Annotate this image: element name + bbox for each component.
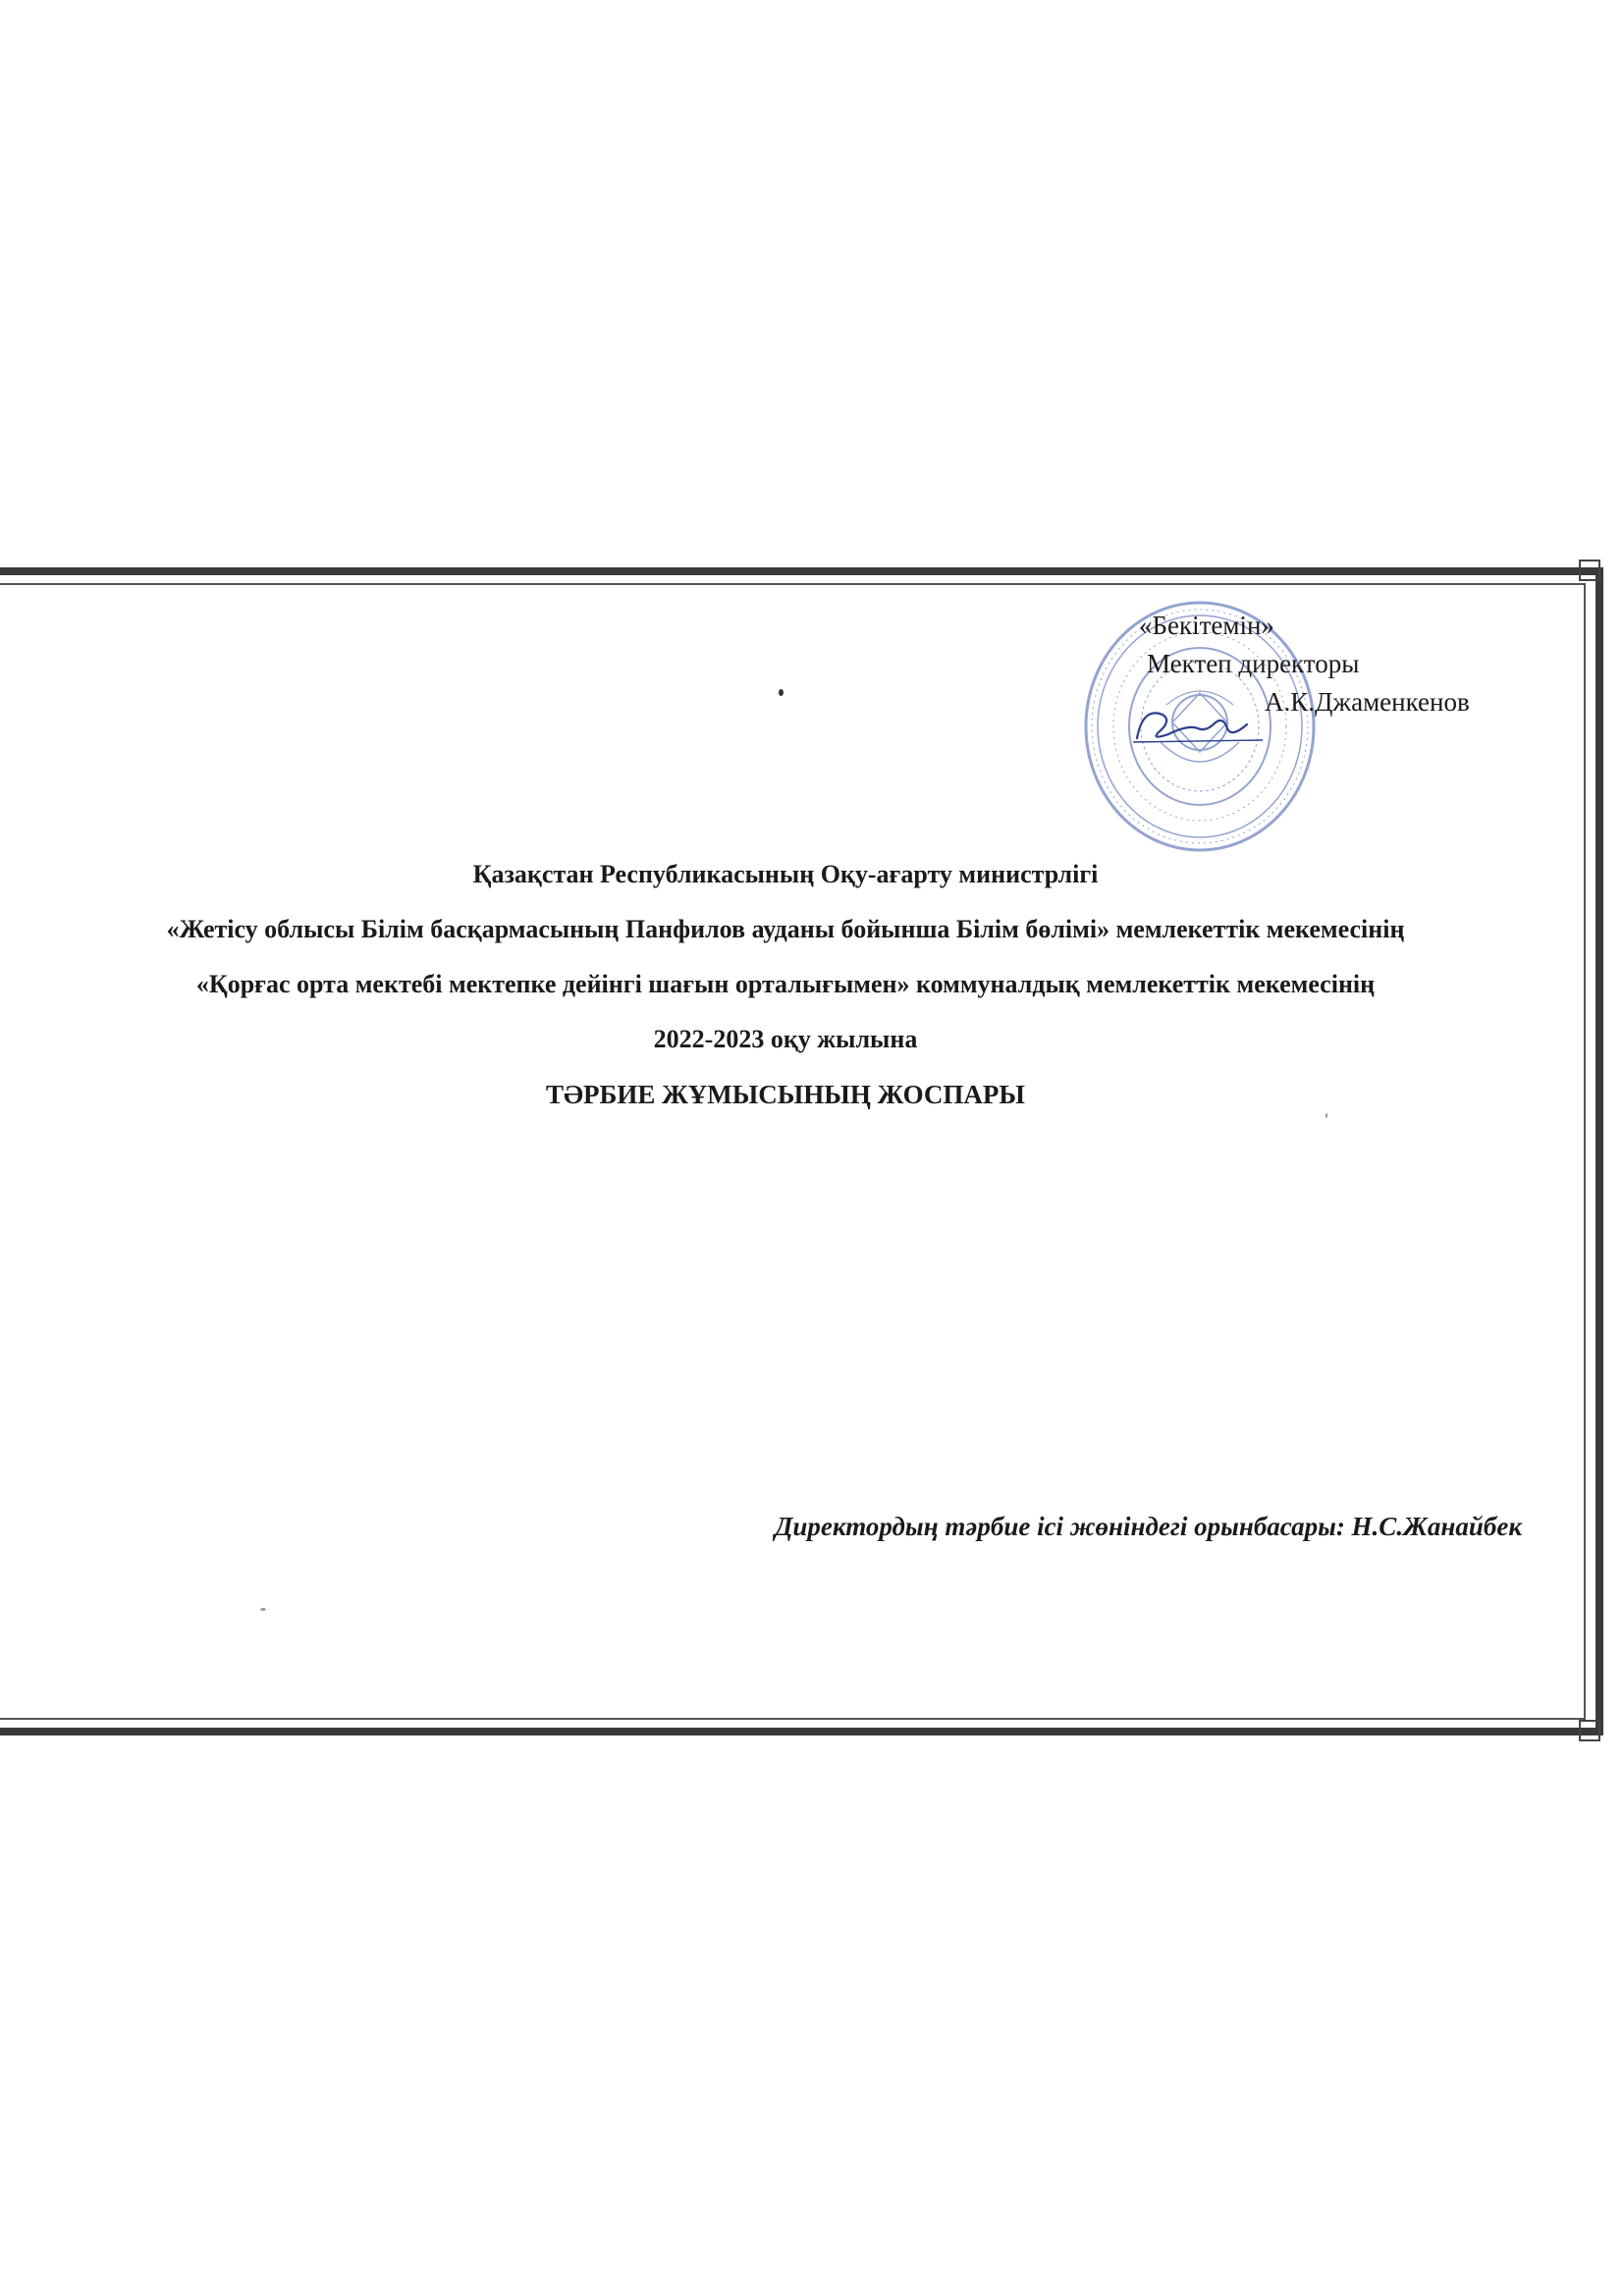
scan-speck (779, 689, 784, 696)
approval-position: Мектеп директоры (1147, 649, 1360, 679)
heading-school: «Қорғас орта мектебі мектепке дейінгі шағын орталығымен» коммуналдық мемлекеттік мекемесінің (195, 970, 1376, 998)
scan-speck (260, 1608, 266, 1611)
heading-title: ТӘРБИЕ ЖҰМЫСЫНЫҢ ЖОСПАРЫ (546, 1080, 1025, 1109)
heading-ministry: Қазақстан Республикасының Оқу-ағарту министрлігі (472, 860, 1099, 888)
page-frame-inner (0, 583, 1586, 1720)
approval-name: А.К.Джаменкенов (1265, 687, 1470, 718)
approval-title: «Бекітемін» (1139, 611, 1274, 640)
deputy-signature-line: Директордың тәрбие ісі жөніндегі орынбасары: Н.С.Жанайбек (774, 1512, 1522, 1541)
scan-speck (1325, 1113, 1327, 1118)
signature-icon (1129, 699, 1267, 748)
frame-corner-ornament-top (1579, 560, 1600, 581)
frame-corner-ornament-bottom (1579, 1720, 1600, 1741)
heading-department: «Жетісу облысы Білім басқармасының Панфилов ауданы бойынша Білім бөлімі» мемлекеттік мекемесінің (166, 915, 1405, 943)
heading-year: 2022-2023 оқу жылына (653, 1025, 918, 1053)
